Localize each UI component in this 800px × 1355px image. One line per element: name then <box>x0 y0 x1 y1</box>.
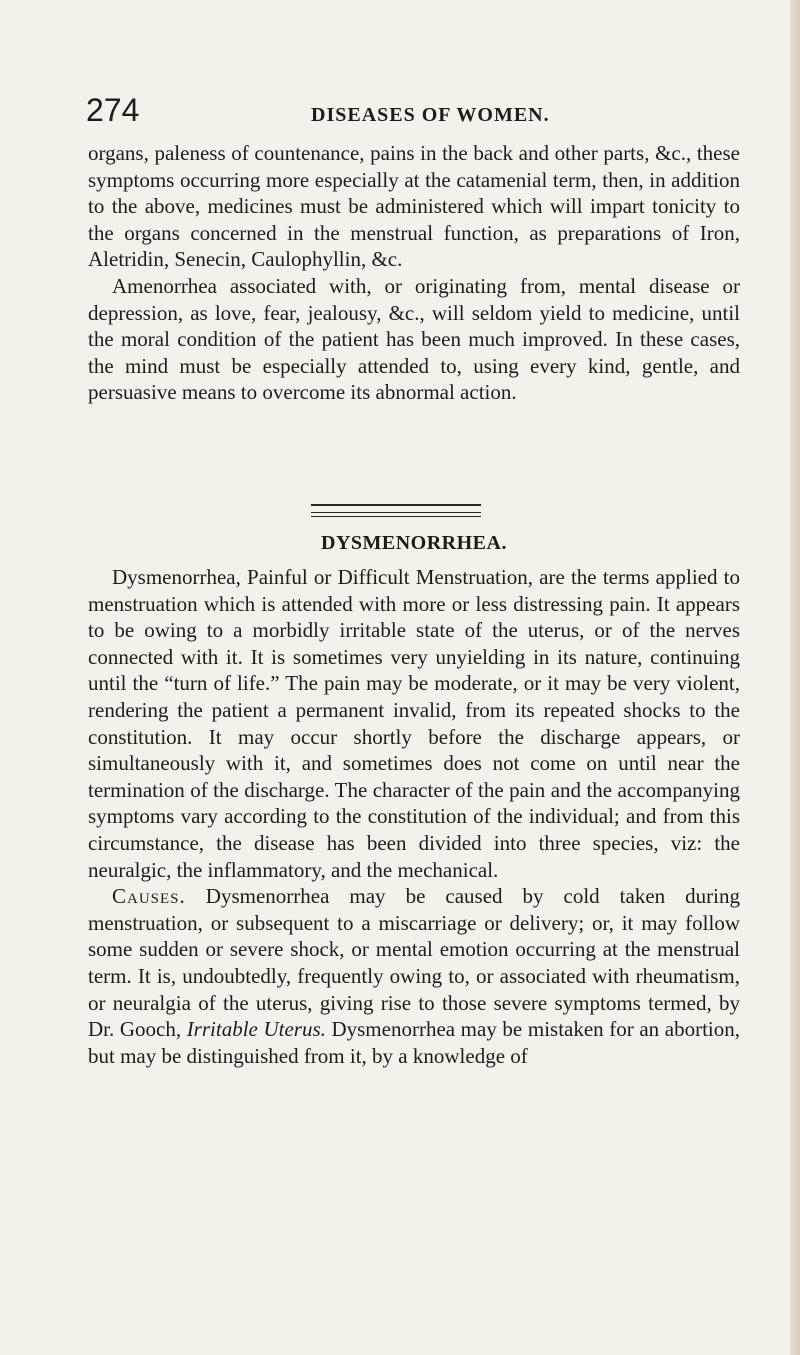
running-title: DISEASES OF WOMEN. <box>311 104 550 126</box>
paragraph-amenorrhea-mental: Amenorrhea associated with, or originating from, mental disease or depression, as love, fear, jealousy, &c., will seldom yield to medicine, until the moral condition of the patient has been much improved. In these cases, the mind must be especially attended to, using every kind, gentle, and persuasive means to overcome its abnormal action. <box>88 273 740 405</box>
paragraph-dysmenorrhea-definition: Dysmenorrhea, Painful or Difficult Menstruation, are the terms applied to menstruation which is attended with more or less distressing pain. It appears to be owing to a morbidly irritable state of the uterus, or of the nerves connected with it. It is sometimes very unyielding in its nature, continuing until the “turn of life.” The pain may be moderate, or it may be very violent, rendering the patient a permanent invalid, from its repeated shocks to the constitution. It may occur shortly before the discharge appears, or simultaneously with it, and sometimes does not come on until near the termination of the discharge. The character of the pain and the accompanying symptoms vary according to the constitution of the individual; and from this circumstance, the disease has been divided into three species, viz: the neuralgic, the inflammatory, and the mechanical. <box>88 565 740 882</box>
section-divider-single <box>311 516 481 517</box>
text-block-dysmenorrhea <box>88 564 740 1069</box>
causes-text-1: Dysmenorrhea may be caused by cold taken during menstruation, or subsequent to a miscarriage or delivery; or, it may follow some sudden or severe shock, or mental emotion occurring at the menstrual term. It is, undoubtedly, frequently owing to, or associated with rheumatism, or neuralgia of the uterus, giving rise to those severe symptoms termed, by Dr. Gooch, <box>88 884 740 1042</box>
text-block-top <box>88 140 740 406</box>
paragraph-causes <box>88 883 740 1069</box>
section-divider-double <box>311 504 481 513</box>
paragraph-continued: organs, paleness of countenance, pains in the back and other parts, &c., these symptoms occurring more especially at the catamenial term, then, in addition to the above, medicines must be administered which will impart tonicity to the organs concerned in the menstrual function, as preparations of Iron, Aletridin, Senecin, Caulophyllin, &c. <box>88 141 740 272</box>
causes-label: Causes. <box>112 884 186 909</box>
page-number: 274 <box>86 92 140 128</box>
section-heading-dysmenorrhea: DYSMENORRHEA. <box>321 532 507 554</box>
causes-text-2: Dysmenorrhea may be mistaken for an abortion, but may be distinguished from it, by a knowledge of <box>88 1017 740 1068</box>
page-edge-shadow <box>790 0 800 1355</box>
causes-italic-term: Irritable Uterus. <box>186 1017 326 1042</box>
page-header <box>86 92 746 136</box>
